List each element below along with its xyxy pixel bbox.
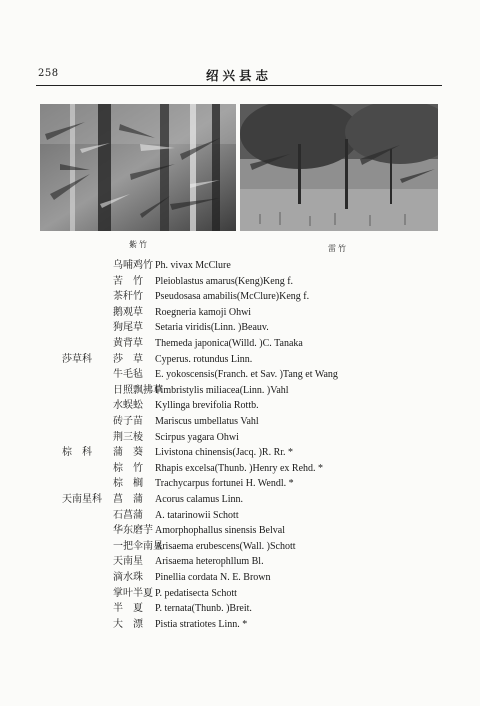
- family-name: 天南星科: [62, 494, 102, 505]
- chinese-name: 水蜈蚣: [113, 400, 143, 412]
- page-number: 258: [38, 68, 59, 79]
- chinese-name: 石菖蒲: [113, 509, 143, 521]
- species-row: [0, 508, 480, 524]
- latin-name: Kyllinga brevifolia Rottb.: [155, 400, 259, 412]
- chinese-name: 华东磨芋: [113, 525, 153, 537]
- chinese-name: 棕 竹: [113, 462, 143, 474]
- species-row: [0, 430, 480, 446]
- chinese-name: 棕 榈: [113, 478, 143, 490]
- chinese-name: 黄背草: [113, 338, 143, 349]
- species-row: [0, 539, 480, 555]
- chinese-name: 砖子苗: [113, 416, 143, 427]
- chinese-name: 大 漂: [113, 618, 143, 630]
- latin-name: Trachycarpus fortunei H. Wendl. *: [155, 478, 294, 490]
- species-row: [0, 570, 480, 586]
- chinese-name: 狗尾草: [113, 322, 143, 334]
- latin-name: Amorphophallus sinensis Belval: [155, 525, 285, 537]
- species-row: [0, 445, 480, 461]
- header-rule: [36, 85, 442, 86]
- species-row: [0, 367, 480, 383]
- latin-name: E. yokoscensis(Franch. et Sav. )Tang et Wang: [155, 369, 338, 381]
- chinese-name: 乌哺鸡竹: [113, 260, 153, 271]
- latin-name: P. pedatisecta Schott: [155, 587, 237, 599]
- latin-name: Pleioblastus amarus(Keng)Keng f.: [155, 275, 294, 287]
- species-row: [0, 383, 480, 399]
- chinese-name: 滴水珠: [113, 572, 143, 583]
- species-row: [0, 352, 480, 368]
- latin-name: Roegneria kamoji Ohwi: [155, 306, 252, 318]
- species-row: [0, 523, 480, 539]
- latin-name: A. tatarinowii Schott: [155, 509, 239, 521]
- species-row: [0, 617, 480, 633]
- species-row: [0, 258, 480, 274]
- species-row: [0, 492, 480, 508]
- chinese-name: 半 夏: [113, 603, 143, 615]
- species-row: [0, 398, 480, 414]
- species-row: [0, 274, 480, 290]
- chinese-name: 菖 蒲: [113, 494, 143, 505]
- chinese-name: 掌叶半夏: [113, 587, 153, 599]
- species-row: [0, 601, 480, 617]
- family-name: 莎草科: [62, 353, 92, 365]
- book-title: 绍兴县志: [205, 68, 272, 83]
- latin-name: Scirpus yagara Ohwi: [155, 431, 239, 443]
- species-row: [0, 305, 480, 321]
- chinese-name: 茶秆竹: [113, 291, 143, 303]
- chinese-name: 牛毛毡: [113, 369, 143, 381]
- latin-name: Pistia stratiotes Linn. *: [155, 618, 248, 630]
- latin-name: Acorus calamus Linn.: [155, 494, 244, 505]
- species-row: [0, 586, 480, 602]
- latin-name: Themeda japonica(Willd. )C. Tanaka: [155, 338, 303, 349]
- latin-name: Mariscus umbellatus Vahl: [155, 416, 259, 427]
- latin-name: Cyperus. rotundus Linn.: [155, 353, 253, 365]
- chinese-name: 莎 草: [113, 353, 143, 365]
- bamboo-photo-right: [240, 104, 438, 231]
- latin-name: Pinellia cordata N. E. Brown: [155, 572, 271, 583]
- chinese-name: 鹅观草: [113, 306, 143, 318]
- chinese-name: 蒲 葵: [113, 447, 143, 459]
- bamboo-photo-left: [40, 104, 236, 231]
- latin-name: Arisaema erubescens(Wall. )Schott: [155, 540, 296, 552]
- species-row: [0, 336, 480, 352]
- latin-name: Setaria viridis(Linn. )Beauv.: [155, 322, 269, 334]
- species-row: [0, 461, 480, 477]
- species-row: [0, 476, 480, 492]
- species-row: [0, 414, 480, 430]
- latin-name: Fimbristylis miliacea(Linn. )Vahl: [155, 384, 289, 396]
- chinese-name: 日照飘拂草: [113, 384, 163, 396]
- chinese-name: 苦 竹: [113, 275, 143, 287]
- figure-caption-left: 紫竹: [129, 240, 149, 249]
- chinese-name: 荆三棱: [113, 431, 143, 443]
- latin-name: Arisaema heterophllum Bl.: [155, 556, 264, 568]
- latin-name: P. ternata(Thunb. )Breit.: [155, 603, 252, 615]
- latin-name: Ph. vivax McClure: [155, 260, 231, 271]
- family-name: 棕 科: [62, 447, 92, 459]
- latin-name: Livistona chinensis(Jacq. )R. Rr. *: [155, 447, 294, 459]
- figure-caption-right: 雷竹: [328, 244, 348, 253]
- chinese-name: 一把伞南星: [113, 540, 163, 552]
- latin-name: Rhapis excelsa(Thunb. )Henry ex Rehd. *: [155, 462, 324, 474]
- chinese-name: 天南星: [113, 556, 143, 568]
- species-row: [0, 320, 480, 336]
- species-row: [0, 289, 480, 305]
- species-row: [0, 554, 480, 570]
- page-header: [38, 66, 440, 84]
- latin-name: Pseudosasa amabilis(McClure)Keng f.: [155, 291, 310, 303]
